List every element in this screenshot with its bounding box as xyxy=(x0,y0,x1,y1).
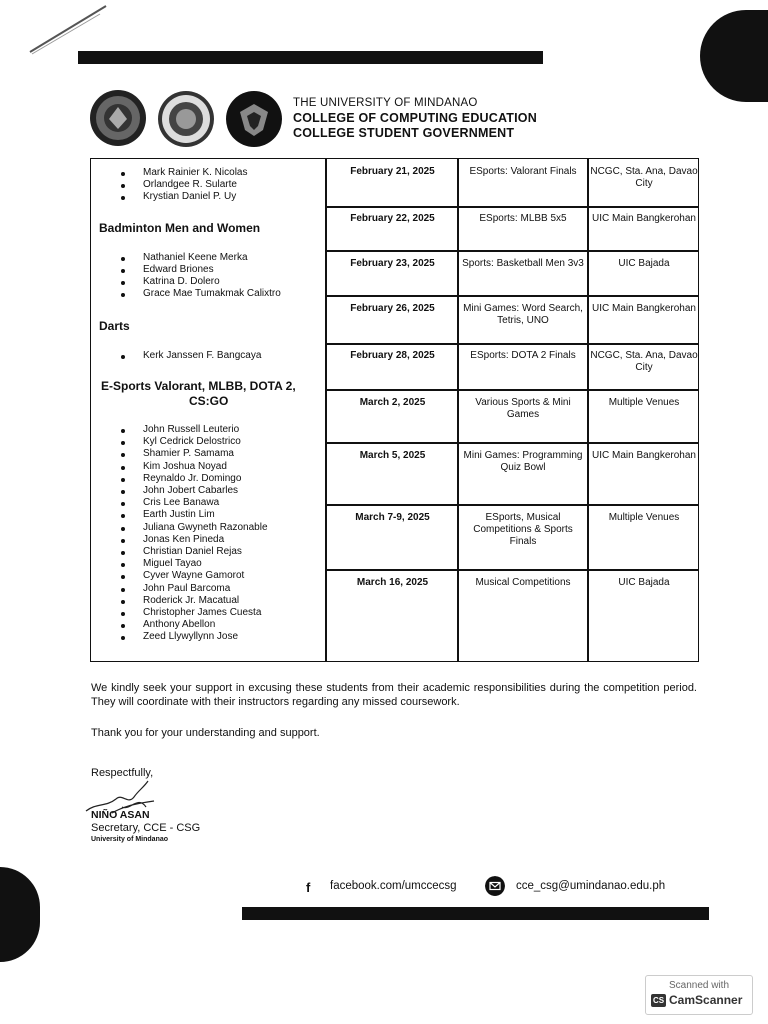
university-name: THE UNIVERSITY OF MINDANAO xyxy=(293,97,478,109)
bullet-point xyxy=(121,293,125,297)
participant-name: Kerk Janssen F. Bangcaya xyxy=(143,350,262,361)
bullet-point xyxy=(121,527,125,531)
participant-name: Christian Daniel Rejas xyxy=(143,546,242,557)
participant-name: Kyl Cedrick Delostrico xyxy=(143,436,241,448)
venue-cell: NCGC, Sta. Ana, Davao City xyxy=(590,350,698,373)
camscanner-name: CamScanner xyxy=(669,993,743,1007)
participant-name: Grace Mae Tumakmak Calixtro xyxy=(143,288,281,299)
mail-icon xyxy=(485,876,505,896)
bullet-point xyxy=(121,257,125,261)
email-link[interactable]: cce_csg@umindanao.edu.ph xyxy=(516,880,666,892)
participant-name: John Jobert Cabarles xyxy=(143,485,239,496)
venue-cell: UIC Bajada xyxy=(618,258,670,269)
event-cell: Mini Games: Word Search, Tetris, UNO xyxy=(463,303,583,326)
participant-name: Krystian Daniel P. Uy xyxy=(143,191,237,202)
closing-line: Respectfully, xyxy=(91,767,154,779)
header-bar xyxy=(78,51,543,64)
date-cell: March 16, 2025 xyxy=(356,577,429,588)
sport-title-esports-cont: CS:GO xyxy=(189,394,229,408)
participant-name: Miguel Tayao xyxy=(143,558,202,570)
date-cell: March 2, 2025 xyxy=(359,397,426,408)
row-divider xyxy=(326,442,698,444)
participant-name: Cris Lee Banawa xyxy=(143,497,220,509)
bullet-point xyxy=(121,453,125,457)
bullet-point xyxy=(121,281,125,285)
date-cell: February 22, 2025 xyxy=(350,213,435,224)
bullet-point xyxy=(121,551,125,555)
thanks-line: Thank you for your understanding and support. xyxy=(91,727,320,739)
participant-name: John Russell Leuterio xyxy=(143,424,240,435)
participant-name: Anthony Abellon xyxy=(143,619,216,631)
camscanner-watermark xyxy=(645,975,753,1015)
bullet-point xyxy=(121,172,125,176)
venue-cell: UIC Main Bangkerohan xyxy=(592,303,696,314)
bullet-point xyxy=(121,184,125,188)
bullet-point xyxy=(121,490,125,494)
camscanner-logo: CS xyxy=(652,996,665,1005)
event-cell: Sports: Basketball Men 3v3 xyxy=(462,258,584,269)
date-cell: February 28, 2025 xyxy=(350,350,435,361)
row-divider xyxy=(326,295,698,297)
venue-cell: Multiple Venues xyxy=(608,397,680,408)
event-cell: Musical Competitions xyxy=(475,577,571,588)
participants-schedule-table xyxy=(90,158,699,662)
signatory-org: University of Mindanao xyxy=(91,836,169,843)
venue-cell: UIC Main Bangkerohan xyxy=(592,450,696,461)
venue-cell: Multiple Venues xyxy=(608,512,680,523)
row-divider xyxy=(326,389,698,391)
bullet-point xyxy=(121,429,125,433)
bullet-point xyxy=(121,575,125,579)
participant-name: Earth Justin Lim xyxy=(143,509,215,521)
facebook-link[interactable]: facebook.com/umccecsg xyxy=(330,880,457,892)
participant-name: Shamier P. Samama xyxy=(143,448,234,460)
participant-name: Nathaniel Keene Merka xyxy=(143,252,248,263)
university-seal-logo xyxy=(89,89,147,147)
participant-name: Mark Rainier K. Nicolas xyxy=(143,167,248,178)
participant-name: Juliana Gwyneth Razonable xyxy=(143,521,268,533)
bullet-point xyxy=(121,539,125,543)
signatory-title: Secretary, CCE - CSG xyxy=(91,822,201,834)
bullet-point xyxy=(121,196,125,200)
participant-name: Zeed Llywyllynn Jose xyxy=(143,631,239,643)
participant-name: Reynaldo Jr. Domingo xyxy=(143,472,242,484)
participant-name: Roderick Jr. Macatual xyxy=(143,594,240,606)
event-cell: Mini Games: Programming Quiz Bowl xyxy=(463,450,583,473)
event-cell: ESports: DOTA 2 Finals xyxy=(470,350,576,361)
bullet-point xyxy=(121,624,125,628)
bullet-point xyxy=(121,466,125,470)
participant-name: John Paul Barcoma xyxy=(143,582,231,594)
facebook-icon: f xyxy=(306,880,311,895)
bullet-point xyxy=(121,636,125,640)
signatory-name: NIÑO ASAN xyxy=(91,809,150,821)
event-cell: Various Sports & Mini Games xyxy=(475,397,571,420)
date-cell: February 26, 2025 xyxy=(350,303,435,314)
bullet-point xyxy=(121,502,125,506)
college-name: COLLEGE OF COMPUTING EDUCATION xyxy=(293,111,537,125)
government-name: COLLEGE STUDENT GOVERNMENT xyxy=(293,126,515,140)
bullet-point xyxy=(121,600,125,604)
event-cell: ESports: Valorant Finals xyxy=(469,166,577,177)
participant-name: Jonas Ken Pineda xyxy=(143,533,225,545)
date-cell: February 21, 2025 xyxy=(350,166,435,177)
scan-shadow-bottom-left xyxy=(0,867,40,962)
bullet-point xyxy=(121,563,125,567)
date-cell: March 7-9, 2025 xyxy=(355,512,430,523)
row-divider xyxy=(326,250,698,252)
row-divider xyxy=(326,569,698,571)
event-cell: ESports: MLBB 5x5 xyxy=(479,213,567,224)
footer-bar xyxy=(242,907,709,920)
participant-name: Christopher James Cuesta xyxy=(143,607,262,618)
venue-cell: UIC Bajada xyxy=(618,577,670,588)
bullet-point xyxy=(121,269,125,273)
venue-cell: UIC Main Bangkerohan xyxy=(592,213,696,224)
student-government-logo xyxy=(225,90,283,148)
bullet-point xyxy=(121,478,125,482)
letterhead xyxy=(293,96,537,141)
bullet-point xyxy=(121,355,125,359)
request-paragraph: We kindly seek your support in excusing these students from their academic responsibilities during the competition period. They will coordinate with their instructors regarding any missed coursework. xyxy=(91,682,697,708)
bullet-point xyxy=(121,514,125,518)
participant-name: Orlandgee R. Sularte xyxy=(143,179,237,190)
sport-title-badminton: Badminton Men and Women xyxy=(99,221,261,235)
college-seal-logo xyxy=(157,90,215,148)
sport-title-darts: Darts xyxy=(99,319,130,333)
sport-title-esports: E-Sports Valorant, MLBB, DOTA 2, xyxy=(101,379,296,393)
participant-name: Cyver Wayne Gamorot xyxy=(143,570,245,582)
date-cell: February 23, 2025 xyxy=(350,258,435,269)
event-cell: ESports, Musical Competitions & Sports Finals xyxy=(473,512,573,547)
participant-name: Katrina D. Dolero xyxy=(143,276,220,287)
date-cell: March 5, 2025 xyxy=(359,450,426,461)
participant-name: Edward Briones xyxy=(143,264,214,275)
scan-shadow-top-right xyxy=(700,10,768,102)
row-divider xyxy=(326,206,698,208)
scanned-with-label: Scanned with xyxy=(668,980,730,991)
bullet-point xyxy=(121,441,125,445)
row-divider xyxy=(326,343,698,345)
bullet-point xyxy=(121,612,125,616)
participant-name: Kim Joshua Noyad xyxy=(143,460,227,472)
row-divider xyxy=(326,504,698,506)
venue-cell: NCGC, Sta. Ana, Davao City xyxy=(590,166,698,189)
scan-mark xyxy=(28,4,118,56)
bullet-point xyxy=(121,588,125,592)
